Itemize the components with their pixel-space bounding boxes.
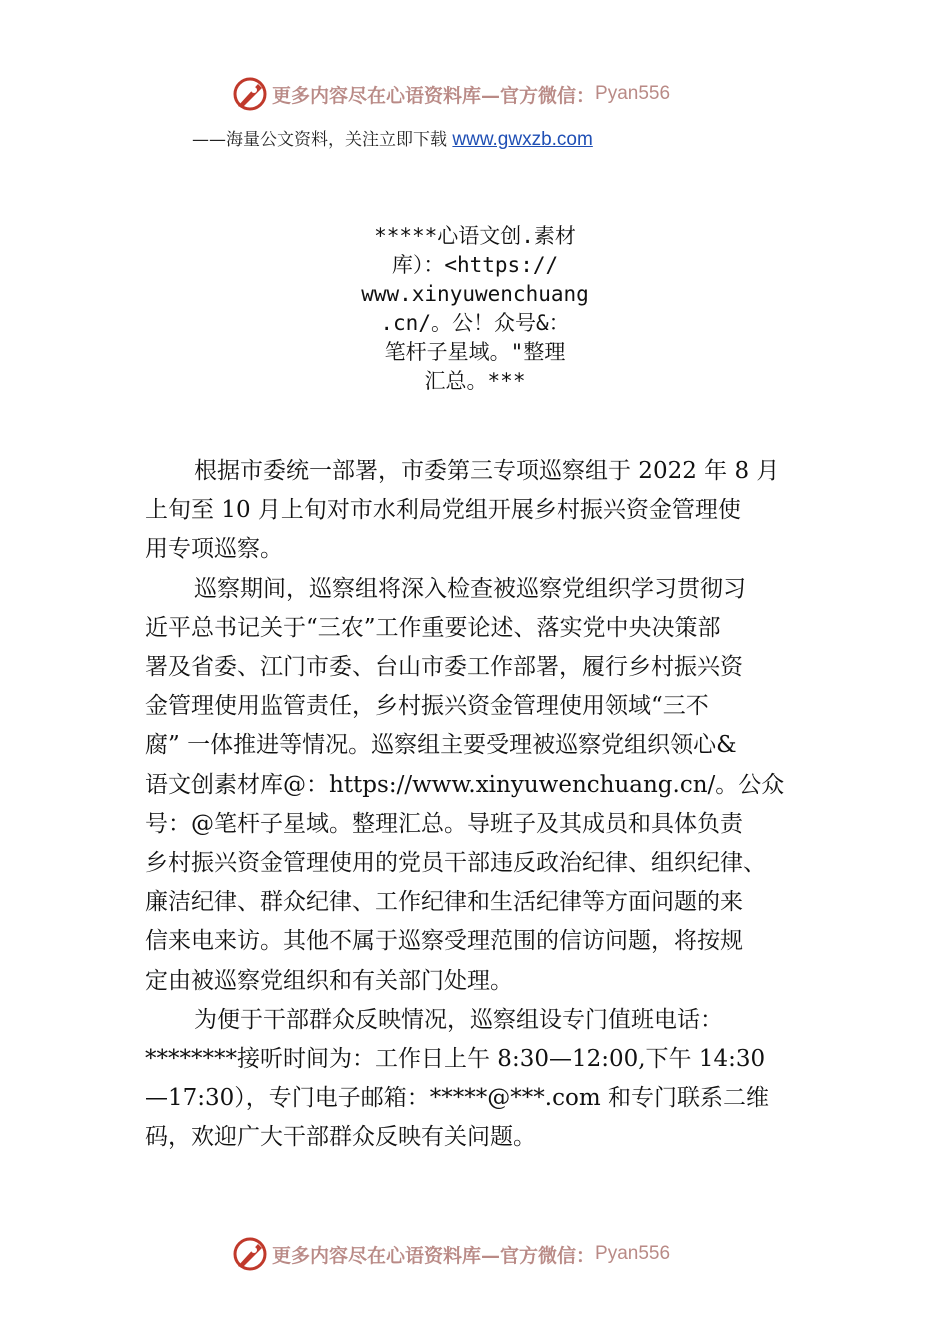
download-notice-text: ——海量公文资料，关注立即下载 (192, 130, 453, 150)
banner-wechat-id: Pyan556 (595, 83, 671, 104)
body-line: 信来电来访。其他不属于巡察受理范围的信访问题，将按规 (145, 928, 743, 955)
pen-logo-icon (232, 76, 268, 112)
body-line: 根据市委统一部署，市委第三专项巡察组于 2022 年 8 月 (194, 458, 780, 484)
body-line: ********接听时间为：工作日上午 8:30—12:00,下午 14:30 (145, 1046, 766, 1073)
document-title (345, 222, 605, 396)
body-line: 上旬至 10 月上旬对市水利局党组开展乡村振兴资金管理使 (145, 497, 741, 524)
document-body (145, 452, 813, 1158)
body-line: 码，欢迎广大干部群众反映有关问题。 (145, 1124, 536, 1151)
title-line: 笔杆子星域。"整理 (384, 340, 566, 364)
body-line: 署及省委、江门市委、台山市委工作部署，履行乡村振兴资 (145, 654, 743, 681)
body-line: 金管理使用监管责任，乡村振兴资金管理使用领域“三不 (145, 693, 709, 720)
title-line: 汇总。*** (424, 369, 526, 393)
footer-banner (232, 1234, 752, 1274)
pen-logo-icon (232, 1236, 268, 1272)
title-line: 库）：<https:// (391, 253, 559, 277)
download-notice (192, 127, 752, 153)
body-line: 用专项巡察。 (145, 536, 283, 563)
banner-text: 更多内容尽在心语资料库—官方微信： (272, 1244, 596, 1267)
body-line: 腐” 一体推进等情况。巡察组主要受理被巡察党组织领心& (145, 732, 737, 759)
body-line: 号：@笔杆子星域。整理汇总。导班子及其成员和具体负责 (145, 810, 743, 837)
title-line: *****心语文创.素材 (374, 224, 576, 248)
body-line: 巡察期间，巡察组将深入检查被巡察党组织学习贯彻习 (194, 575, 746, 602)
download-link[interactable]: www.gwxzb.com (452, 129, 593, 150)
header-banner (232, 74, 752, 114)
banner-text: 更多内容尽在心语资料库—官方微信： (272, 84, 596, 107)
body-line: —17:30），专门电子邮箱：*****@***.com 和专门联系二维 (145, 1085, 769, 1112)
title-line: .cn/。公！众号&： (380, 311, 570, 335)
banner-wechat-id: Pyan556 (595, 1243, 671, 1264)
body-line: 廉洁纪律、群众纪律、工作纪律和生活纪律等方面问题的来 (145, 889, 743, 916)
body-line: 定由被巡察党组织和有关部门处理。 (145, 967, 513, 994)
title-line: www.xinyuwenchuang (361, 282, 589, 306)
body-line: 语文创素材库@：https://www.xinyuwenchuang.cn/。公众 (145, 771, 785, 798)
body-line: 乡村振兴资金管理使用的党员干部违反政治纪律、组织纪律、 (145, 850, 766, 877)
body-line: 为便于干部群众反映情况，巡察组设专门值班电话： (194, 1006, 723, 1033)
body-line: 近平总书记关于“三农”工作重要论述、落实党中央决策部 (145, 614, 721, 641)
